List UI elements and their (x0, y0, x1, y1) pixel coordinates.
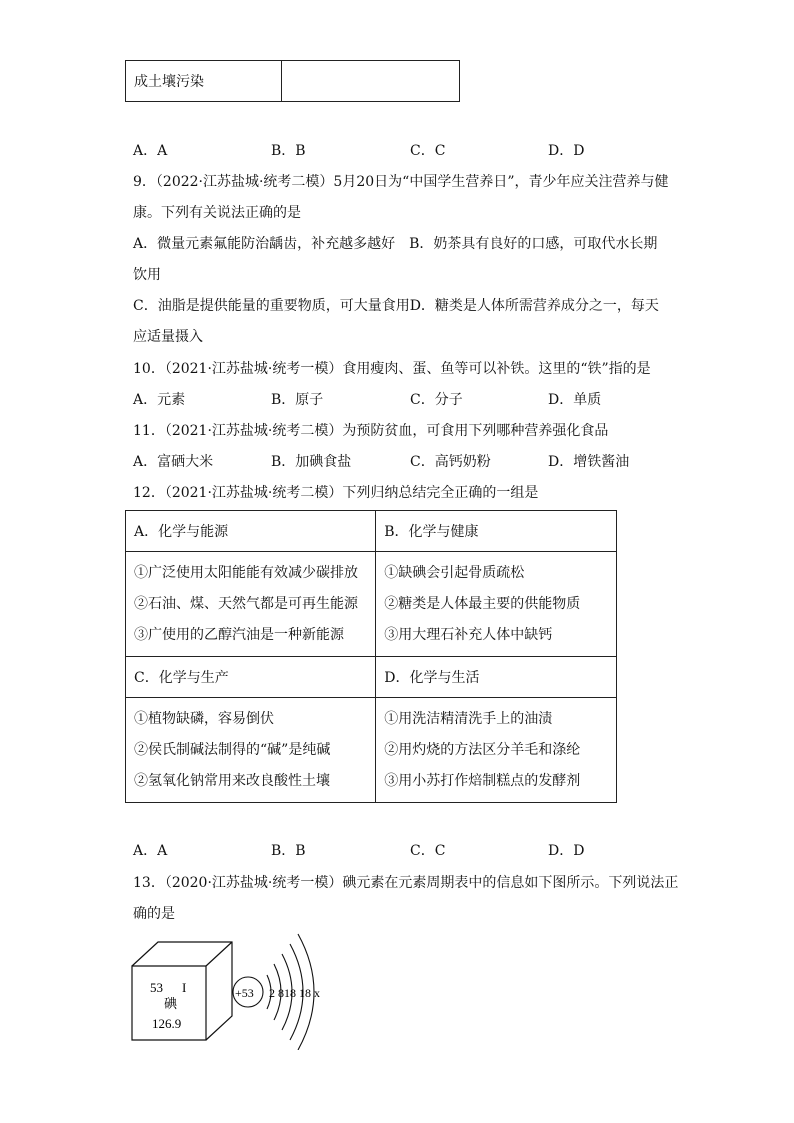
q12-c-item-3: ②氢氧化钠常用来改良酸性土壤 (134, 772, 330, 789)
top-table-cell-right (282, 61, 460, 102)
q12-b-item-3: ③用大理石补充人体中缺钙 (384, 626, 553, 643)
atomic-mass: 126.9 (152, 1016, 182, 1031)
q10-option-d[interactable]: D．单质 (548, 392, 602, 408)
top-table-cell-left: 成土壤污染 (126, 61, 282, 102)
q9-options-line4: 应适量摄入 (133, 329, 203, 345)
q12-option-d[interactable]: D．D (548, 843, 585, 859)
q12-d-item-3: ③用小苏打作焙制糕点的发酵剂 (384, 772, 581, 789)
q13-stem-line2: 确的是 (133, 906, 175, 922)
q8-option-b[interactable]: B．B (271, 143, 306, 159)
q12-cell-c-items (126, 698, 376, 803)
q12-cell-a-head: A．化学与能源 (126, 511, 376, 552)
q10-option-b[interactable]: B．原子 (271, 392, 324, 408)
q12-option-a[interactable]: A．A (133, 843, 168, 859)
q12-b-item-2: ②糖类是人体最主要的供能物质 (384, 595, 581, 612)
q8-option-a[interactable]: A．A (133, 143, 168, 159)
q12-options (133, 841, 693, 861)
atomic-number: 53 (150, 980, 163, 995)
q12-cell-d-head: D．化学与生活 (376, 657, 617, 698)
q8-option-c[interactable]: C．C (410, 143, 446, 159)
q10-stem: 10．（2021·江苏盐城·统考一模）食用瘦肉、蛋、鱼等可以补铁。这里的“铁”指的是 (133, 361, 651, 377)
q9-stem-line1: 9．（2022·江苏盐城·统考二模）5月20日为“中国学生营养日”，青少年应关注营养与健 (133, 174, 669, 190)
q12-option-c[interactable]: C．C (410, 843, 446, 859)
q9-options-line2: 饮用 (133, 267, 161, 283)
q12-a-item-1: ①广泛使用太阳能能有效减少碳排放 (134, 564, 358, 581)
element-symbol: I (182, 980, 187, 995)
q8-options (133, 141, 693, 161)
q9-options-line3: C．油脂是提供能量的重要物质，可大量食用D．糖类是人体所需营养成分之一，每天 (133, 298, 659, 314)
q12-cell-c-head: C．化学与生产 (126, 657, 376, 698)
q10-option-a[interactable]: A．元素 (133, 392, 186, 408)
q10-options (133, 390, 693, 410)
q12-option-b[interactable]: B．B (271, 843, 306, 859)
q8-option-d[interactable]: D．D (548, 143, 585, 159)
q13-stem-line1: 13．（2020·江苏盐城·统考一模）碘元素在元素周期表中的信息如下图所示。下列说法正 (133, 875, 679, 891)
q12-d-item-1: ①用洗洁精清洗手上的油渍 (384, 710, 553, 727)
q11-options (133, 452, 693, 472)
iodine-element-figure (128, 928, 348, 1050)
q12-d-item-2: ②用灼烧的方法区分羊毛和涤纶 (384, 741, 581, 758)
q12-summary-table (125, 510, 617, 803)
q11-stem: 11．（2021·江苏盐城·统考二模）为预防贫血，可食用下列哪种营养强化食品 (133, 423, 609, 439)
top-table-fragment (125, 60, 460, 102)
q11-option-d[interactable]: D．增铁酱油 (548, 454, 630, 470)
q11-option-c[interactable]: C．高钙奶粉 (410, 454, 491, 470)
q12-cell-d-items (376, 698, 617, 803)
q9-stem-line2: 康。下列有关说法正确的是 (133, 205, 301, 221)
q12-cell-a-items (126, 552, 376, 657)
q12-c-item-2: ②侯氏制碱法制得的“碱”是纯碱 (134, 741, 331, 758)
q9-options-line1: A．微量元素氟能防治龋齿，补充越多越好 B．奶茶具有良好的口感，可取代水长期 (133, 236, 658, 252)
q12-stem: 12．（2021·江苏盐城·统考二模）下列归纳总结完全正确的一组是 (133, 485, 539, 501)
q12-cell-b-items (376, 552, 617, 657)
shell-electrons: 2 818 18 x (269, 986, 320, 1000)
element-name: 碘 (164, 997, 178, 1012)
nucleus-charge: +53 (235, 986, 254, 1000)
q10-option-c[interactable]: C．分子 (410, 392, 463, 408)
q12-a-item-2: ②石油、煤、天然气都是可再生能源 (134, 595, 358, 612)
q12-cell-b-head: B．化学与健康 (376, 511, 617, 552)
q12-c-item-1: ①植物缺磷，容易倒伏 (134, 710, 274, 727)
q12-b-item-1: ①缺碘会引起骨质疏松 (384, 564, 525, 581)
q12-a-item-3: ③广使用的乙醇汽油是一种新能源 (134, 626, 344, 643)
q11-option-b[interactable]: B．加碘食盐 (271, 454, 352, 470)
q11-option-a[interactable]: A．富硒大米 (133, 454, 214, 470)
